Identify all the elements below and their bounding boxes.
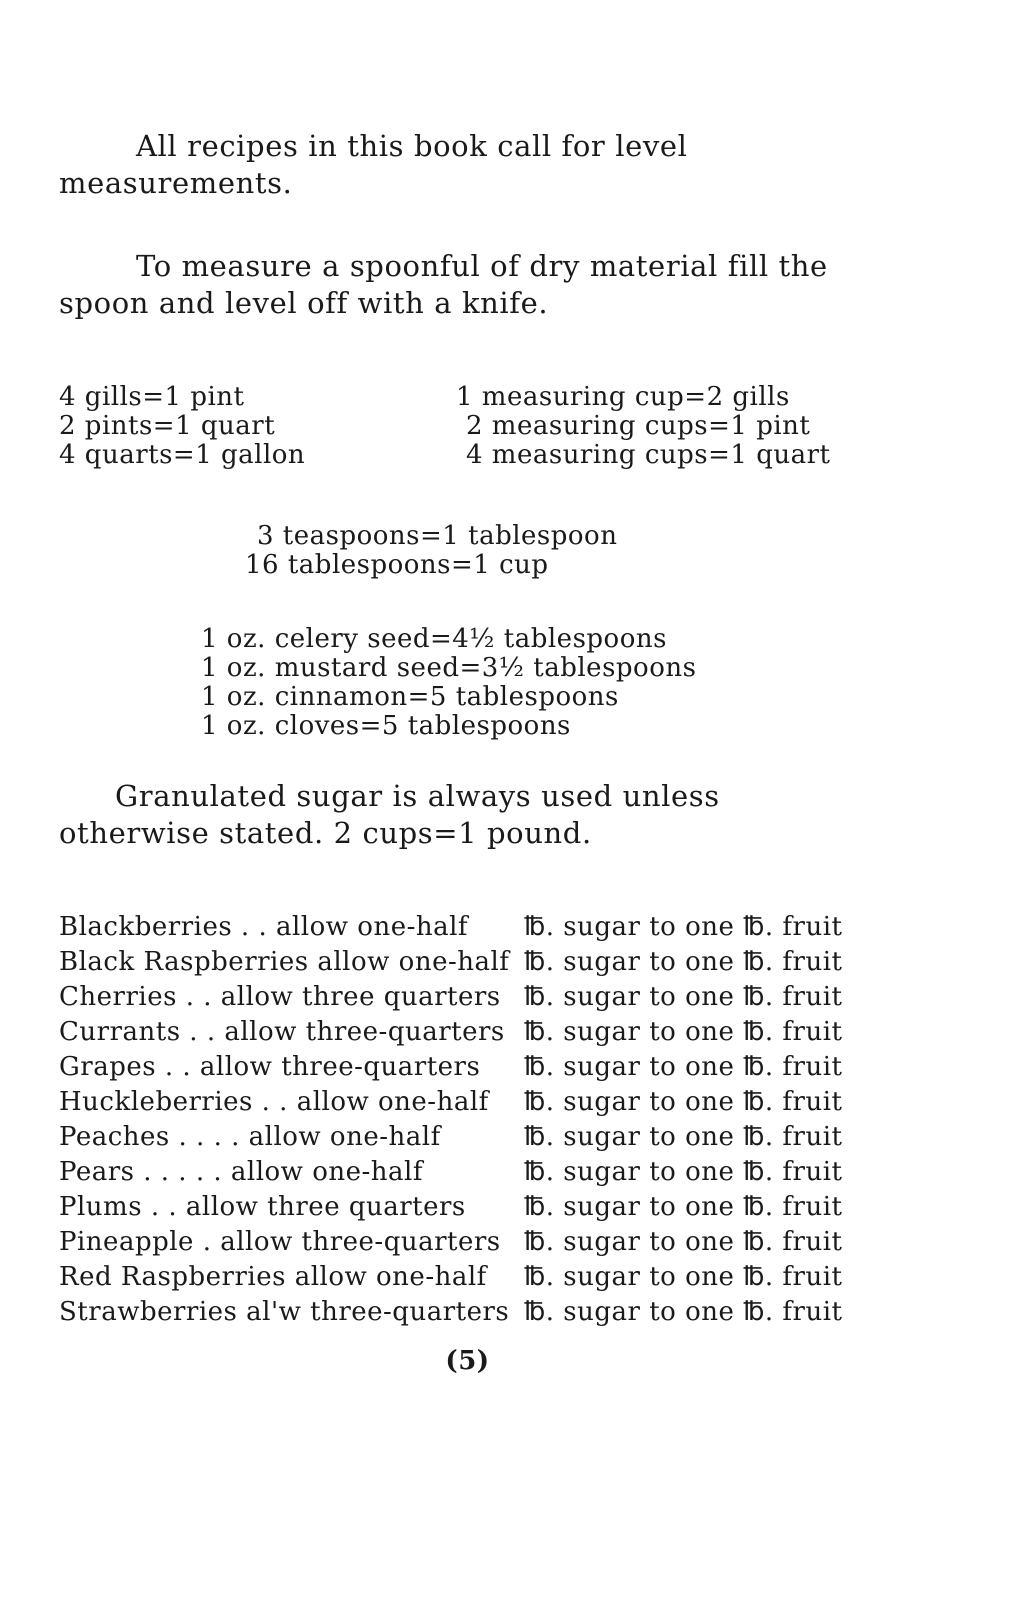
spoon-measure-row: 16 tablespoons=1 cup (245, 550, 549, 580)
sugar-ratio: ℔. sugar to one ℔. fruit (524, 1227, 843, 1257)
liquid-measures-right-column (456, 383, 831, 470)
spice-measure-row: 1 oz. cinnamon=5 tablespoons (201, 682, 619, 712)
level-measurements-paragraph (59, 128, 879, 202)
level-measurements-text: All recipes in this book call for level measurements. (59, 129, 688, 200)
fruit-allowance: Black Raspberries allow one-half (59, 947, 510, 977)
sugar-ratio: ℔. sugar to one ℔. fruit (524, 1122, 843, 1152)
measure-row: 4 quarts=1 gallon (59, 440, 306, 470)
fruit-sugar-table (59, 910, 879, 1330)
sugar-ratio: ℔. sugar to one ℔. fruit (524, 1157, 843, 1187)
sugar-ratio: ℔. sugar to one ℔. fruit (524, 1017, 843, 1047)
fruit-row (59, 1050, 879, 1085)
spice-measure-row: 1 oz. mustard seed=3½ tablespoons (201, 653, 697, 683)
measure-row: 2 measuring cups=1 pint (466, 411, 811, 441)
measure-row: 4 gills=1 pint (59, 382, 245, 412)
spoon-measure-row: 3 teaspoons=1 tablespoon (257, 521, 618, 551)
sugar-ratio: ℔. sugar to one ℔. fruit (524, 1262, 843, 1292)
fruit-row (59, 910, 879, 945)
fruit-row (59, 1295, 879, 1330)
sugar-ratio: ℔. sugar to one ℔. fruit (524, 1297, 843, 1327)
measure-row: 1 measuring cup=2 gills (456, 382, 790, 412)
fruit-allowance: Pears . . . . . allow one-half (59, 1157, 423, 1187)
sugar-ratio: ℔. sugar to one ℔. fruit (524, 982, 843, 1012)
spoonful-paragraph (59, 248, 879, 322)
spice-measure-row: 1 oz. cloves=5 tablespoons (201, 711, 571, 741)
fruit-allowance: Pineapple . allow three-quarters (59, 1227, 501, 1257)
fruit-row (59, 1260, 879, 1295)
fruit-allowance: Red Raspberries allow one-half (59, 1262, 487, 1292)
sugar-ratio: ℔. sugar to one ℔. fruit (524, 1087, 843, 1117)
fruit-row (59, 1085, 879, 1120)
fruit-allowance: Huckleberries . . allow one-half (59, 1087, 489, 1117)
spoonful-text: To measure a spoonful of dry material fill the spoon and level off with a knife. (59, 249, 828, 320)
fruit-allowance: Blackberries . . allow one-half (59, 912, 469, 942)
spoon-measures (245, 522, 617, 580)
liquid-measures-left-column (59, 383, 305, 470)
fruit-allowance: Grapes . . allow three-quarters (59, 1052, 481, 1082)
measure-row: 2 pints=1 quart (59, 411, 276, 441)
fruit-allowance: Currants . . allow three-quarters (59, 1017, 505, 1047)
fruit-row (59, 1015, 879, 1050)
fruit-row (59, 945, 879, 980)
granulated-sugar-text: Granulated sugar is always used unless otherwise stated. 2 cups=1 pound. (59, 779, 720, 850)
granulated-sugar-paragraph (59, 778, 879, 852)
sugar-ratio: ℔. sugar to one ℔. fruit (524, 912, 843, 942)
fruit-allowance: Peaches . . . . allow one-half (59, 1122, 441, 1152)
fruit-row (59, 1120, 879, 1155)
fruit-allowance: Cherries . . allow three quarters (59, 982, 501, 1012)
fruit-row (59, 1225, 879, 1260)
fruit-row (59, 1155, 879, 1190)
measure-row: 4 measuring cups=1 quart (466, 440, 831, 470)
fruit-row (59, 1190, 879, 1225)
page-number: (5) (445, 1346, 490, 1376)
fruit-row (59, 980, 879, 1015)
spice-measure-row: 1 oz. celery seed=4½ tablespoons (201, 624, 667, 654)
fruit-allowance: Plums . . allow three quarters (59, 1192, 466, 1222)
spice-measures (201, 625, 696, 741)
fruit-allowance: Strawberries al'w three-quarters (59, 1297, 510, 1327)
sugar-ratio: ℔. sugar to one ℔. fruit (524, 947, 843, 977)
sugar-ratio: ℔. sugar to one ℔. fruit (524, 1052, 843, 1082)
sugar-ratio: ℔. sugar to one ℔. fruit (524, 1192, 843, 1222)
